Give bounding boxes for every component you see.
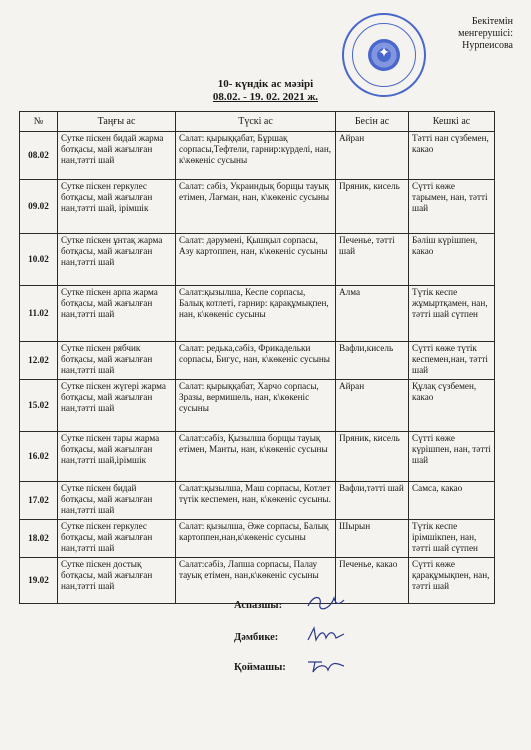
menu-title — [0, 78, 531, 104]
official-stamp: ✦ — [342, 13, 426, 97]
dietitian-label: Дәмбике: — [234, 632, 279, 643]
lunch-cell: Салат:сәбіз, Қызылша борщы тауық етімен, Манты, нан, к\көкеніс сусыны — [176, 432, 336, 482]
breakfast-cell: Сутке піскен жүгері жарма ботқасы, май жағылған нан,тәтті шай — [58, 380, 176, 432]
col-snack-header: Бесін ас — [336, 112, 409, 132]
lunch-cell: Салат: қырыққабат, Харчо сорпасы, Зразы, вермишель, нан, к\көкеніс сусыны — [176, 380, 336, 432]
date-cell: 10.02 — [20, 234, 58, 286]
lunch-cell: Салат:қызылша, Кеспе сорпасы, Балық котлеті, гарнир: қарақұмықпен, нан, к\көкеніс сусыны — [176, 286, 336, 342]
table-row — [20, 132, 495, 180]
dinner-cell: Сүтті көже түтік кеспемен,нан, тәтті шай — [409, 342, 495, 380]
breakfast-cell: Сутке піскен достық ботқасы, май жағылған нан,тәтті шай — [58, 558, 176, 604]
dinner-cell: Сүтті көже қарақұмықпен, нан, тәтті шай — [409, 558, 495, 604]
cook-label: Аспазшы: — [234, 600, 283, 611]
col-dinner-header: Кешкі ас — [409, 112, 495, 132]
table-row — [20, 432, 495, 482]
breakfast-cell: Сутке піскен тары жарма ботқасы, май жағылған нан,тәтті шай,ірімшік — [58, 432, 176, 482]
breakfast-cell: Сутке піскен ұнтақ жарма ботқасы, май жағылған нан,тәтті шай — [58, 234, 176, 286]
date-cell: 09.02 — [20, 180, 58, 234]
breakfast-cell: Сутке піскен геркулес ботқасы, май жағылған нан,тәтті шай, ірімшік — [58, 180, 176, 234]
table-row — [20, 558, 495, 604]
lunch-cell: Салат: редька,сәбіз, Фрикадельки сорпасы, Бигус, нан, к\көкеніс сусыны — [176, 342, 336, 380]
storekeeper-signature-row — [234, 662, 286, 673]
snack-cell: Печенье, какао — [336, 558, 409, 604]
breakfast-cell: Сутке піскен геркулес ботқасы, май жағылған нан,тәтті шай — [58, 520, 176, 558]
col-breakfast-header: Таңғы ас — [58, 112, 176, 132]
dinner-cell: Сүтті көже күрішпен, нан, тәтті шай — [409, 432, 495, 482]
table-row — [20, 520, 495, 558]
lunch-cell: Салат: сәбіз, Украиндық борщы тауық етімен, Лағман, нан, к\көкеніс сусыны — [176, 180, 336, 234]
snack-cell: Вафли,кисель — [336, 342, 409, 380]
snack-cell: Печенье, тәтті шай — [336, 234, 409, 286]
table-row — [20, 180, 495, 234]
dinner-cell: Түтік кеспе жұмыртқамен, нан, тәтті шай сүтпен — [409, 286, 495, 342]
snack-cell: Алма — [336, 286, 409, 342]
approval-line-1: Бекітемін — [471, 16, 513, 27]
table-row — [20, 482, 495, 520]
col-number-header: № — [20, 112, 58, 132]
dinner-cell: Сүтті көже тарымен, нан, тәтті шай — [409, 180, 495, 234]
lunch-cell: Салат:сәбіз, Лапша сорпасы, Палау тауық етімен, нан,к\көкеніс сусыны — [176, 558, 336, 604]
page-title: 10- күндік ас мәзірі — [217, 78, 314, 90]
date-cell: 11.02 — [20, 286, 58, 342]
snack-cell: Вафли,тәтті шай — [336, 482, 409, 520]
breakfast-cell: Сутке піскен бидай ботқасы, май жағылған нан,тәтті шай — [58, 482, 176, 520]
snack-cell: Шырын — [336, 520, 409, 558]
snack-cell: Айран — [336, 132, 409, 180]
date-cell: 12.02 — [20, 342, 58, 380]
storekeeper-signature — [304, 654, 348, 676]
lunch-cell: Салат: қырыққабат, Бұршақ сорпасы,Тефтели, гарнир:күрделі, нан, к\көкеніс сусыны — [176, 132, 336, 180]
date-cell: 16.02 — [20, 432, 58, 482]
lunch-cell: Салат: қызылша, Әже сорпасы, Балық картоппен,нан,к\көкеніс сусыны — [176, 520, 336, 558]
date-cell: 18.02 — [20, 520, 58, 558]
breakfast-cell: Сутке піскен арпа жарма ботқасы, май жағылған нан,тәтті шай — [58, 286, 176, 342]
snack-cell: Айран — [336, 380, 409, 432]
dietitian-signature-row — [234, 632, 278, 643]
table-row — [20, 286, 495, 342]
dinner-cell: Бәліш күрішпен, какао — [409, 234, 495, 286]
col-lunch-header: Түскі ас — [176, 112, 336, 132]
table-row — [20, 234, 495, 286]
dinner-cell: Самса, какао — [409, 482, 495, 520]
cook-signature-row — [234, 600, 282, 611]
snack-cell: Пряник, кисель — [336, 180, 409, 234]
approval-line-2: менгерушісі: — [458, 28, 513, 39]
approval-line-3: Нурпеисова — [462, 40, 513, 51]
snack-cell: Пряник, кисель — [336, 432, 409, 482]
table-row — [20, 380, 495, 432]
dinner-cell: Тәтті нан сүзбемен, какао — [409, 132, 495, 180]
table-row — [20, 342, 495, 380]
cook-signature — [304, 592, 348, 614]
breakfast-cell: Сутке піскен рябчик ботқасы, май жағылған нан,тәтті шай — [58, 342, 176, 380]
dietitian-signature — [304, 624, 348, 646]
date-cell: 08.02 — [20, 132, 58, 180]
breakfast-cell: Сутке піскен бидай жарма ботқасы, май жағылған нан,тәтті шай — [58, 132, 176, 180]
date-cell: 15.02 — [20, 380, 58, 432]
lunch-cell: Салат: дәрумені, Қышқыл сорпасы, Азу картоппен, нан, к\көкеніс сусыны — [176, 234, 336, 286]
header-row — [20, 112, 495, 132]
menu-table — [19, 111, 495, 604]
storekeeper-label: Қоймашы: — [234, 662, 286, 673]
dinner-cell: Құлақ сүзбемен, какао — [409, 380, 495, 432]
menu-period: 08.02. - 19. 02. 2021 ж. — [212, 91, 319, 103]
date-cell: 17.02 — [20, 482, 58, 520]
lunch-cell: Салат:қызылша, Маш сорпасы, Котлет түтік кеспемен, нан, к\көкеніс сусыны. — [176, 482, 336, 520]
date-cell: 19.02 — [20, 558, 58, 604]
dinner-cell: Түтік кеспе ірімшікпен, нан, тәтті шай сүтпен — [409, 520, 495, 558]
